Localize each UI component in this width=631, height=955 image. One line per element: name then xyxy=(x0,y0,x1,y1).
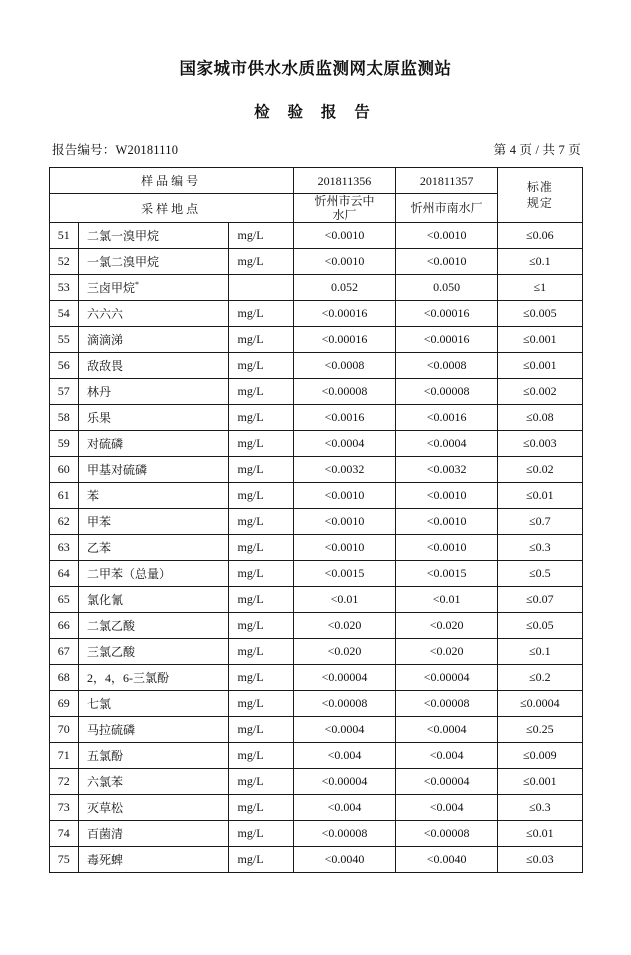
table-row xyxy=(49,353,582,379)
report-meta xyxy=(0,140,631,158)
row-index: 55 xyxy=(49,327,78,353)
table-row xyxy=(49,691,582,717)
row-value-sample1: <0.00016 xyxy=(293,327,395,353)
row-value-sample1: <0.00016 xyxy=(293,301,395,327)
row-standard-limit: ≤0.001 xyxy=(498,769,582,795)
row-standard-limit: ≤0.05 xyxy=(498,613,582,639)
table-row xyxy=(49,587,582,613)
row-unit xyxy=(228,275,293,301)
row-standard-limit: ≤0.7 xyxy=(498,509,582,535)
row-parameter-name: 敌敌畏 xyxy=(78,353,228,379)
row-standard-limit: ≤0.01 xyxy=(498,483,582,509)
header-standard xyxy=(498,168,582,223)
table-row xyxy=(49,379,582,405)
row-unit: mg/L xyxy=(228,821,293,847)
row-value-sample2: <0.020 xyxy=(396,639,498,665)
row-index: 53 xyxy=(49,275,78,301)
row-value-sample2: <0.0032 xyxy=(396,457,498,483)
row-unit: mg/L xyxy=(228,327,293,353)
row-parameter-name: 二氯一溴甲烷 xyxy=(78,223,228,249)
row-unit: mg/L xyxy=(228,405,293,431)
row-standard-limit: ≤0.01 xyxy=(498,821,582,847)
row-value-sample2: <0.0010 xyxy=(396,223,498,249)
row-parameter-name: 五氯酚 xyxy=(78,743,228,769)
header-sample1-site-line2: 水厂 xyxy=(332,208,357,222)
row-parameter-name: 毒死蜱 xyxy=(78,847,228,873)
results-table xyxy=(49,167,583,873)
header-sample2-no: 201811357 xyxy=(396,168,498,194)
row-value-sample1: <0.0016 xyxy=(293,405,395,431)
row-index: 73 xyxy=(49,795,78,821)
row-unit: mg/L xyxy=(228,379,293,405)
row-value-sample1: <0.00008 xyxy=(293,821,395,847)
row-value-sample1: <0.0010 xyxy=(293,249,395,275)
row-index: 74 xyxy=(49,821,78,847)
header-sample-no-label: 样品编号 xyxy=(49,168,293,194)
row-unit: mg/L xyxy=(228,483,293,509)
row-parameter-name: 一氯二溴甲烷 xyxy=(78,249,228,275)
row-unit: mg/L xyxy=(228,665,293,691)
table-header-row-sample-no xyxy=(49,168,582,194)
table-row xyxy=(49,301,582,327)
row-standard-limit: ≤0.1 xyxy=(498,249,582,275)
row-parameter-name: 二甲苯（总量） xyxy=(78,561,228,587)
row-standard-limit: ≤0.003 xyxy=(498,431,582,457)
row-value-sample2: <0.004 xyxy=(396,795,498,821)
row-index: 68 xyxy=(49,665,78,691)
row-unit: mg/L xyxy=(228,301,293,327)
row-parameter-name: 三卤甲烷* xyxy=(78,275,228,301)
table-row xyxy=(49,457,582,483)
row-value-sample2: <0.00008 xyxy=(396,821,498,847)
table-row xyxy=(49,717,582,743)
row-parameter-name: 三氯乙酸 xyxy=(78,639,228,665)
row-value-sample2: <0.0015 xyxy=(396,561,498,587)
row-value-sample2: <0.0004 xyxy=(396,431,498,457)
row-value-sample1: <0.0008 xyxy=(293,353,395,379)
row-index: 61 xyxy=(49,483,78,509)
row-value-sample1: <0.004 xyxy=(293,743,395,769)
row-value-sample1: <0.004 xyxy=(293,795,395,821)
row-value-sample2: 0.050 xyxy=(396,275,498,301)
row-unit: mg/L xyxy=(228,613,293,639)
row-standard-limit: ≤0.0004 xyxy=(498,691,582,717)
row-standard-limit: ≤0.3 xyxy=(498,795,582,821)
row-value-sample2: <0.01 xyxy=(396,587,498,613)
row-index: 58 xyxy=(49,405,78,431)
row-value-sample2: <0.0040 xyxy=(396,847,498,873)
row-value-sample2: <0.0010 xyxy=(396,535,498,561)
row-index: 65 xyxy=(49,587,78,613)
row-standard-limit: ≤0.02 xyxy=(498,457,582,483)
row-index: 64 xyxy=(49,561,78,587)
row-value-sample1: 0.052 xyxy=(293,275,395,301)
row-value-sample1: <0.00004 xyxy=(293,769,395,795)
table-row xyxy=(49,639,582,665)
row-value-sample2: <0.0016 xyxy=(396,405,498,431)
row-unit: mg/L xyxy=(228,691,293,717)
table-row xyxy=(49,249,582,275)
row-index: 70 xyxy=(49,717,78,743)
row-parameter-name: 滴滴涕 xyxy=(78,327,228,353)
row-parameter-name: 六六六 xyxy=(78,301,228,327)
row-parameter-name: 对硫磷 xyxy=(78,431,228,457)
row-parameter-name: 甲苯 xyxy=(78,509,228,535)
row-value-sample1: <0.0010 xyxy=(293,223,395,249)
row-value-sample2: <0.00016 xyxy=(396,327,498,353)
row-standard-limit: ≤0.07 xyxy=(498,587,582,613)
table-row xyxy=(49,743,582,769)
table-row xyxy=(49,327,582,353)
row-value-sample2: <0.0008 xyxy=(396,353,498,379)
row-unit: mg/L xyxy=(228,431,293,457)
row-unit: mg/L xyxy=(228,743,293,769)
row-value-sample2: <0.004 xyxy=(396,743,498,769)
row-index: 67 xyxy=(49,639,78,665)
row-value-sample1: <0.0010 xyxy=(293,535,395,561)
row-parameter-name: 乐果 xyxy=(78,405,228,431)
row-index: 54 xyxy=(49,301,78,327)
row-value-sample2: <0.0010 xyxy=(396,249,498,275)
row-standard-limit: ≤0.001 xyxy=(498,353,582,379)
table-row xyxy=(49,561,582,587)
table-row xyxy=(49,769,582,795)
row-standard-limit: ≤0.06 xyxy=(498,223,582,249)
row-parameter-name: 七氯 xyxy=(78,691,228,717)
row-parameter-name: 苯 xyxy=(78,483,228,509)
row-parameter-name: 乙苯 xyxy=(78,535,228,561)
row-parameter-name: 六氯苯 xyxy=(78,769,228,795)
row-unit: mg/L xyxy=(228,587,293,613)
row-standard-limit: ≤0.25 xyxy=(498,717,582,743)
row-unit: mg/L xyxy=(228,535,293,561)
header-sample1-no: 201811356 xyxy=(293,168,395,194)
table-row xyxy=(49,665,582,691)
row-index: 72 xyxy=(49,769,78,795)
row-standard-limit: ≤0.005 xyxy=(498,301,582,327)
table-row xyxy=(49,275,582,301)
row-value-sample2: <0.00016 xyxy=(396,301,498,327)
table-row xyxy=(49,535,582,561)
header-standard-line1: 标准 xyxy=(526,180,553,194)
row-value-sample1: <0.0032 xyxy=(293,457,395,483)
row-index: 63 xyxy=(49,535,78,561)
row-unit: mg/L xyxy=(228,249,293,275)
table-row xyxy=(49,405,582,431)
row-standard-limit: ≤0.2 xyxy=(498,665,582,691)
table-row xyxy=(49,847,582,873)
row-value-sample2: <0.00004 xyxy=(396,769,498,795)
row-unit: mg/L xyxy=(228,561,293,587)
row-index: 59 xyxy=(49,431,78,457)
row-index: 56 xyxy=(49,353,78,379)
table-row xyxy=(49,431,582,457)
header-standard-line2: 规定 xyxy=(526,196,553,210)
row-index: 62 xyxy=(49,509,78,535)
report-subtitle: 检 验 报 告 xyxy=(254,104,377,121)
row-value-sample2: <0.00008 xyxy=(396,379,498,405)
row-unit: mg/L xyxy=(228,457,293,483)
row-unit: mg/L xyxy=(228,353,293,379)
row-value-sample1: <0.0004 xyxy=(293,431,395,457)
row-unit: mg/L xyxy=(228,847,293,873)
row-value-sample1: <0.0010 xyxy=(293,509,395,535)
row-parameter-name: 灭草松 xyxy=(78,795,228,821)
row-standard-limit: ≤0.5 xyxy=(498,561,582,587)
header-sampling-site-label: 采样地点 xyxy=(49,194,293,223)
row-standard-limit: ≤0.3 xyxy=(498,535,582,561)
row-value-sample2: <0.00004 xyxy=(396,665,498,691)
report-page xyxy=(0,55,631,955)
row-index: 52 xyxy=(49,249,78,275)
header-sample1-site xyxy=(293,194,395,223)
row-standard-limit: ≤1 xyxy=(498,275,582,301)
row-parameter-name: 二氯乙酸 xyxy=(78,613,228,639)
row-parameter-name: 马拉硫磷 xyxy=(78,717,228,743)
row-index: 66 xyxy=(49,613,78,639)
row-value-sample1: <0.020 xyxy=(293,613,395,639)
row-unit: mg/L xyxy=(228,223,293,249)
row-standard-limit: ≤0.03 xyxy=(498,847,582,873)
row-parameter-name: 氯化氰 xyxy=(78,587,228,613)
table-row xyxy=(49,223,582,249)
row-value-sample1: <0.0040 xyxy=(293,847,395,873)
row-index: 60 xyxy=(49,457,78,483)
report-number: 报告编号：W20181110 xyxy=(52,143,179,157)
row-unit: mg/L xyxy=(228,509,293,535)
row-index: 71 xyxy=(49,743,78,769)
row-value-sample2: <0.0004 xyxy=(396,717,498,743)
row-value-sample2: <0.0010 xyxy=(396,483,498,509)
row-value-sample2: <0.00008 xyxy=(396,691,498,717)
header-sample1-site-line1: 忻州市云中 xyxy=(314,194,375,208)
row-standard-limit: ≤0.002 xyxy=(498,379,582,405)
row-parameter-name: 2，4，6-三氯酚 xyxy=(78,665,228,691)
row-value-sample1: <0.0015 xyxy=(293,561,395,587)
row-value-sample1: <0.00008 xyxy=(293,691,395,717)
footnote-marker: * xyxy=(135,280,139,289)
row-parameter-name: 林丹 xyxy=(78,379,228,405)
table-row xyxy=(49,483,582,509)
row-standard-limit: ≤0.08 xyxy=(498,405,582,431)
row-value-sample2: <0.0010 xyxy=(396,509,498,535)
row-index: 51 xyxy=(49,223,78,249)
row-value-sample1: <0.00004 xyxy=(293,665,395,691)
table-row xyxy=(49,613,582,639)
row-unit: mg/L xyxy=(228,769,293,795)
row-index: 69 xyxy=(49,691,78,717)
row-value-sample1: <0.0004 xyxy=(293,717,395,743)
row-parameter-name: 甲基对硫磷 xyxy=(78,457,228,483)
row-standard-limit: ≤0.1 xyxy=(498,639,582,665)
table-row xyxy=(49,795,582,821)
page-number: 第 4 页 / 共 7 页 xyxy=(493,143,581,157)
row-unit: mg/L xyxy=(228,795,293,821)
row-value-sample1: <0.00008 xyxy=(293,379,395,405)
row-parameter-name: 百菌清 xyxy=(78,821,228,847)
row-index: 57 xyxy=(49,379,78,405)
table-row xyxy=(49,821,582,847)
row-value-sample2: <0.020 xyxy=(396,613,498,639)
row-value-sample1: <0.01 xyxy=(293,587,395,613)
row-index: 75 xyxy=(49,847,78,873)
row-unit: mg/L xyxy=(228,639,293,665)
page-title: 国家城市供水水质监测网太原监测站 xyxy=(179,59,452,78)
table-row xyxy=(49,509,582,535)
row-value-sample1: <0.020 xyxy=(293,639,395,665)
row-value-sample1: <0.0010 xyxy=(293,483,395,509)
row-standard-limit: ≤0.009 xyxy=(498,743,582,769)
row-unit: mg/L xyxy=(228,717,293,743)
header-sample2-site: 忻州市南水厂 xyxy=(396,194,498,223)
row-standard-limit: ≤0.001 xyxy=(498,327,582,353)
